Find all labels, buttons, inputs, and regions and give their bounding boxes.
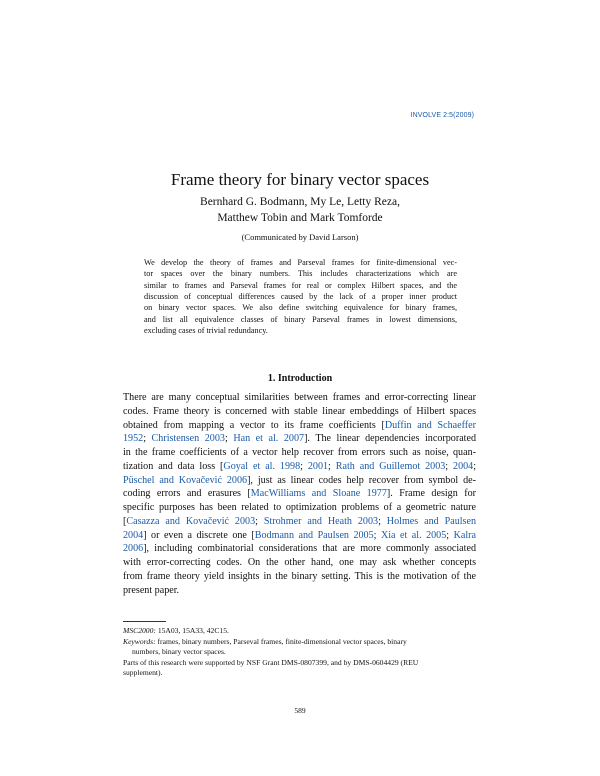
- body-text: ;: [328, 460, 336, 472]
- citation-link[interactable]: Rath and Guillemot 2003: [335, 460, 446, 472]
- body-line: [123, 419, 476, 433]
- body-text: ]. The linear dependencies incorporated: [304, 433, 476, 445]
- body-text: ;: [378, 515, 387, 527]
- body-line: [123, 515, 476, 529]
- section-heading: 1. Introduction: [267, 373, 333, 384]
- citation-link[interactable]: Han et al. 2007: [233, 433, 305, 445]
- body-line: present paper.: [123, 584, 180, 596]
- body-text: ]. Frame design for: [386, 488, 476, 500]
- citation-link[interactable]: Goyal et al. 1998: [223, 460, 301, 472]
- body-line: from frame theory yield insights in the binary setting. This is the motivation of the: [123, 570, 476, 582]
- msc-classification: [123, 626, 476, 637]
- body-line: [123, 432, 476, 446]
- citation-link[interactable]: Kalra: [453, 529, 476, 541]
- citation-link[interactable]: Bodmann and Paulsen 2005: [254, 529, 374, 541]
- author-list: [0, 195, 600, 226]
- body-line: in the frame coefficients of a vector help recover from errors such as noise, quan-: [123, 447, 476, 458]
- citation-link[interactable]: Holmes and Paulsen: [386, 515, 476, 527]
- body-text: ;: [373, 529, 381, 541]
- support-note-continued: supplement).: [123, 668, 163, 678]
- citation-link[interactable]: 2004: [123, 529, 144, 541]
- citation-link[interactable]: Strohmer and Heath 2003: [263, 515, 379, 527]
- citation-link[interactable]: Casazza and Kovačević 2003: [126, 515, 256, 527]
- citation-link[interactable]: MacWilliams and Sloane 1977: [250, 488, 387, 500]
- body-line: There are many conceptual similarities between frames and error-correcting linear: [123, 392, 476, 403]
- body-line: [123, 542, 476, 556]
- keywords-continued: numbers, binary vector spaces.: [132, 647, 226, 657]
- body-text: obtained from mapping a vector to its frame coefficients [: [123, 419, 385, 431]
- body-text: ;: [445, 460, 454, 472]
- body-text: ;: [255, 515, 264, 527]
- citation-link[interactable]: 2001: [307, 460, 329, 472]
- author-line: Matthew Tobin and Mark Tomforde: [217, 211, 383, 224]
- page-number: 589: [294, 706, 306, 715]
- abstract: [144, 257, 457, 336]
- body-text: ], just as linear codes help recover from symbol de-: [247, 474, 476, 486]
- abstract-line: We develop the theory of frames and Parseval frames for finite-dimensional vec-: [144, 258, 457, 267]
- abstract-line: tor spaces over the binary numbers. This includes characterizations which are: [144, 269, 457, 279]
- abstract-line: discussion of conceptual differences caused by the lack of a proper inner product: [144, 292, 457, 302]
- citation-link[interactable]: Xia et al. 2005: [380, 529, 447, 541]
- citation-link[interactable]: Christensen 2003: [151, 433, 225, 445]
- body-line: [123, 474, 476, 488]
- abstract-line: excluding cases of trivial redundancy.: [144, 326, 268, 336]
- abstract-line: similar to frames and Parseval frames for real or complex Hilbert spaces, and the: [144, 280, 457, 290]
- introduction-body: [123, 391, 476, 597]
- citation-link[interactable]: Püschel and Kovačević 2006: [123, 474, 248, 486]
- abstract-line: on binary vector spaces. We also define switching equivalence for binary frames,: [144, 303, 457, 313]
- body-text: ;: [300, 460, 308, 472]
- keywords-label: Keywords:: [123, 636, 156, 646]
- body-line: [123, 487, 476, 501]
- msc-label: MSC2000:: [123, 626, 156, 635]
- abstract-line: and list all equivalence classes of binary Parseval frames in lowest dimensions,: [144, 314, 457, 324]
- author-line: Bernhard G. Bodmann, My Le, Letty Reza,: [200, 196, 400, 208]
- body-line: with error-correcting codes. On the other hand, one may ask whether concepts: [123, 557, 476, 568]
- body-line: specific purposes has been related to optimization problems of a geometric nature: [123, 502, 476, 513]
- body-text: coding errors and erasures [: [123, 488, 251, 500]
- paper-title: Frame theory for binary vector spaces: [170, 170, 430, 189]
- body-text: ;: [224, 433, 234, 445]
- msc-value: 15A03, 15A33, 42C15.: [157, 626, 229, 635]
- citation-link[interactable]: 2006: [123, 543, 144, 555]
- keywords: [123, 637, 476, 648]
- support-note: Parts of this research were supported by NSF Grant DMS-0807399, and by DMS-0604429 (REU: [123, 657, 419, 667]
- citation-link[interactable]: 1952: [123, 433, 144, 445]
- communicated-by: (Communicated by David Larson): [241, 232, 359, 242]
- journal-reference[interactable]: INVOLVE 2:5(2009): [410, 112, 474, 119]
- body-line: [123, 529, 476, 543]
- body-text: ], including combinatorial considerations that are more commonly associated: [143, 543, 476, 555]
- footnote-divider: [123, 621, 166, 622]
- body-text: ] or even a discrete one [: [143, 529, 255, 541]
- body-text: ;: [446, 529, 454, 541]
- citation-link[interactable]: Duffin and Schaeffer: [384, 419, 476, 431]
- footnotes: [123, 626, 476, 679]
- body-line: [123, 460, 476, 474]
- body-text: tization and data loss [: [123, 460, 224, 472]
- body-text: [: [123, 515, 127, 527]
- keywords-value: frames, binary numbers, Parseval frames, finite-dimensional vector spaces, binary: [157, 636, 407, 646]
- body-line: codes. Frame theory is concerned with stable linear embeddings of Hilbert spaces: [123, 405, 476, 417]
- citation-link[interactable]: 2004: [453, 460, 474, 472]
- body-text: ;: [143, 433, 152, 445]
- body-text: ;: [473, 460, 476, 472]
